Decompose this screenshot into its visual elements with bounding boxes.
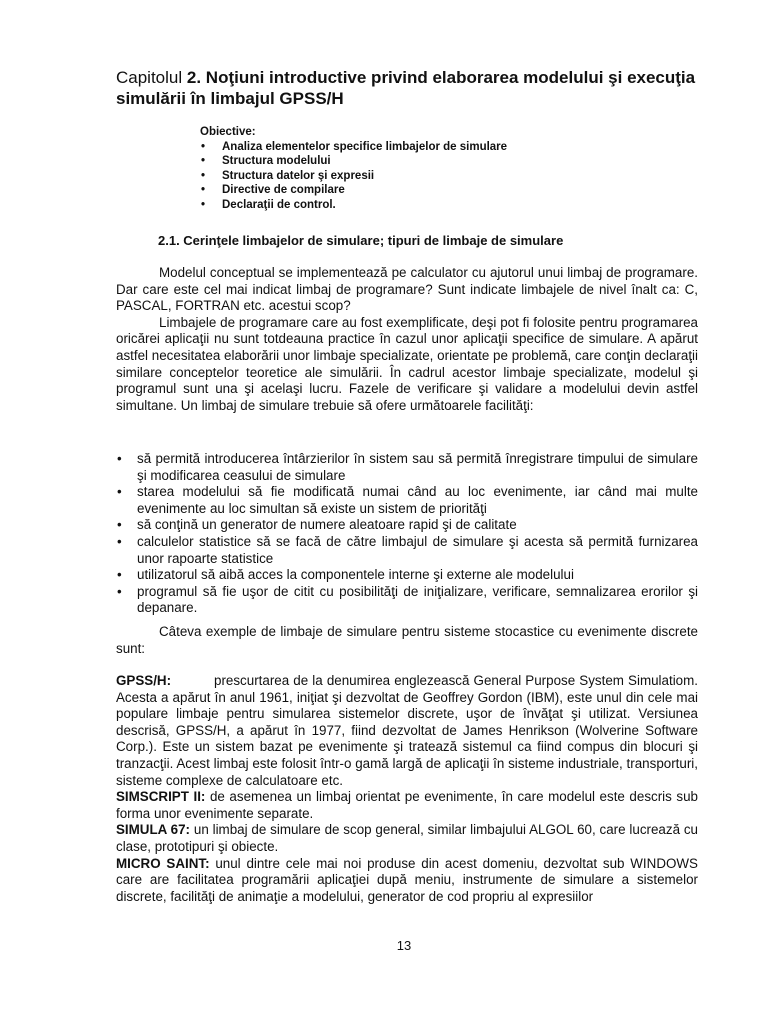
requirement-item: • calculelor statistice să se facă de către limbajul de simulare şi acesta să permită furnizarea unor rapoarte statistice: [116, 534, 698, 567]
intro-paragraphs: [116, 265, 698, 414]
requirement-item: • să conţină un generator de numere aleatoare rapid şi de calitate: [116, 517, 698, 534]
objective-item: • Declaraţii de control.: [200, 198, 620, 213]
language-entry: [116, 822, 698, 855]
language-entry: [116, 789, 698, 822]
chapter-prefix: Capitolul: [116, 68, 183, 87]
language-description: unul dintre cele mai noi produse din acest domeniu, dezvoltat sub WINDOWS care are facilitatea programării aplicaţiei după meniu, instrumente de simulare a sistemelor discrete, facilităţi de animaţie a modelului, generator de cod propriu al expresiilor: [116, 855, 698, 904]
section-heading: 2.1. Cerinţele limbajelor de simulare; tipuri de limbaje de simulare: [158, 233, 564, 248]
paragraph: Modelul conceptual se implementează pe calculator cu ajutorul unui limbaj de programare. Dar care este cel mai indicat limbaj de programare? Sunt indicate limbajele de nivel înalt ca: C, PASCAL, FORTRAN etc. acestui scop?: [116, 265, 698, 314]
chapter-heading: 2. Noţiuni introductive privind elaborarea modelului şi execuţia simulării în limbajul GPSS/H: [116, 68, 696, 108]
requirement-item: • starea modelului să fie modificată numai când au loc evenimente, iar când mai multe evenimente au loc simultan să existe un sistem de priorităţi: [116, 484, 698, 517]
language-description: prescurtarea de la denumirea englezească General Purpose System Simulatiom. Acesta a apărut în anul 1961, iniţiat şi dezvoltat de Geoffrey Gordon (IBM), este unul din cele mai populare limbaje pentru simularea sistemelor discrete, uşor de învăţat şi utilizat. Versiunea descrisă, GPSS/H, a apărut în 1977, fiind dezvoltat de James Henrikson (Wolverine Software Corp.). Este un sistem bazat pe evenimente şi tratează sistemul ca fiind compus din blocuri şi tranzacţii. Acest limbaj este folosit într-o gamă largă de aplicaţii în sisteme industriale, transporturi, sisteme complexe de calculatoare etc.: [116, 673, 698, 788]
language-definitions: [116, 673, 698, 905]
language-description: un limbaj de simulare de scop general, similar limbajului ALGOL 60, care lucrează cu clase, prototipuri şi obiecte.: [116, 822, 699, 854]
objectives-label: Obiective:: [200, 126, 256, 138]
language-term: SIMSCRIPT II:: [116, 789, 206, 805]
requirement-item: • utilizatorul să aibă acces la componentele interne şi externe ale modelului: [116, 567, 698, 584]
requirement-item: • programul să fie uşor de citit cu posibilităţi de iniţializare, verificare, semnalizarea erorilor şi depanare.: [116, 584, 698, 617]
requirements-list: [116, 451, 698, 617]
language-entry: [116, 856, 698, 906]
language-term: GPSS/H:: [116, 673, 172, 688]
examples-intro: [116, 624, 698, 657]
objective-item: • Analiza elementelor specifice limbajelor de simulare: [200, 140, 620, 155]
requirement-item: • să permită introducerea întârzierilor în sistem sau să permită înregistrare timpului de simulare şi modificarea ceasului de simulare: [116, 451, 698, 484]
paragraph: Limbajele de programare care au fost exemplificate, deşi pot fi folosite pentru programarea oricărei aplicaţii nu sunt totdeauna practice în cazul unor aplicaţii specifice de simulare. A apărut astfel necesitatea elaborării unor limbaje specializate, orientate pe problemă, care conţin declaraţii similare conceptelor teoretice ale simulării. În cadrul acestor limbaje specializate, modelul şi programul sunt una şi acelaşi lucru. Fazele de verificare şi validare a modelului devin astfel simultane. Un limbaj de simulare trebuie să ofere următoarele facilităţi:: [116, 314, 698, 413]
chapter-title: [116, 67, 698, 109]
objective-item: • Structura datelor şi expresii: [200, 169, 620, 184]
page-number: 13: [396, 938, 412, 953]
objective-item: • Directive de compilare: [200, 183, 620, 198]
language-term: MICRO SAINT:: [116, 855, 210, 871]
language-term: SIMULA 67:: [116, 822, 191, 838]
objective-item: • Structura modelului: [200, 154, 620, 169]
language-description: de asemenea un limbaj orientat pe evenimente, în care modelul este descris sub forma unor evenimente separate.: [116, 789, 699, 821]
objectives-list: [200, 140, 620, 213]
paragraph: Câteva exemple de limbaje de simulare pentru sisteme stocastice cu evenimente discrete sunt:: [116, 624, 698, 656]
objectives-block: [200, 125, 620, 212]
language-entry: [116, 673, 698, 789]
